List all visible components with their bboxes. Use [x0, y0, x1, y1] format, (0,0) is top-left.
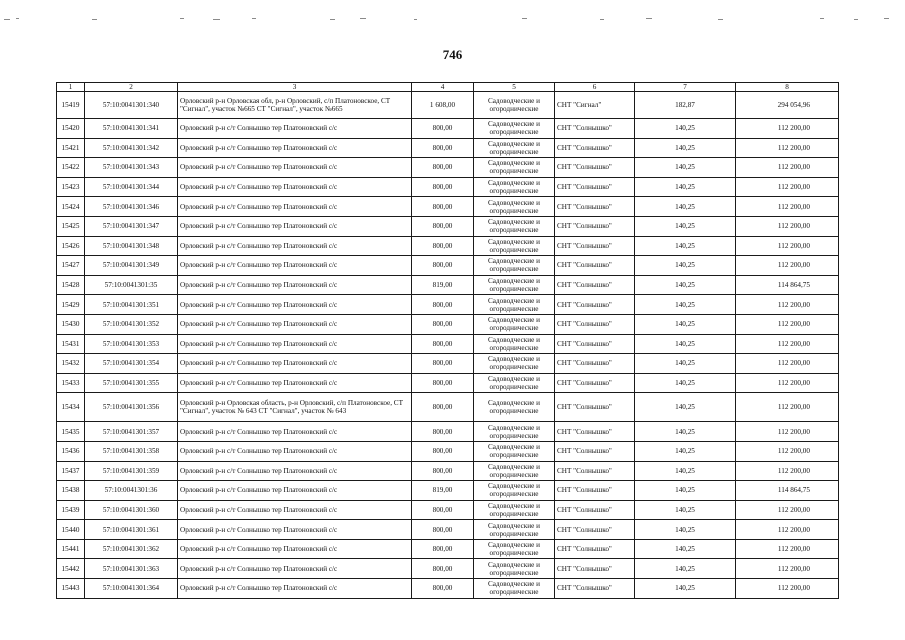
specific-value-cell: 182,87 [635, 92, 736, 119]
plot-area-cell: 800,00 [412, 500, 474, 520]
cadastral-value-cell: 112 200,00 [736, 579, 839, 599]
table-row [57, 481, 839, 501]
organization-cell: СНТ "Солнышко" [555, 158, 635, 178]
row-number-cell: 15440 [57, 520, 85, 540]
plot-address-cell: Орловский р-н с/т Солнышко тер Платоновский с/с [178, 314, 412, 334]
cadastral-number-cell: 57:10:0041301:352 [85, 314, 178, 334]
specific-value-cell: 140,25 [635, 481, 736, 501]
specific-value-cell: 140,25 [635, 559, 736, 579]
table-row [57, 236, 839, 256]
plot-area-cell: 800,00 [412, 295, 474, 315]
table-row [57, 393, 839, 422]
table-row [57, 579, 839, 599]
plot-area-cell: 819,00 [412, 481, 474, 501]
row-number-cell: 15422 [57, 158, 85, 178]
cadastral-value-cell: 112 200,00 [736, 441, 839, 461]
plot-address-cell: Орловский р-н Орловская обл, р-н Орловский, с/п Платоновское, СТ "Сигнал", участок №665 СТ "Сигнал", участок №665 [178, 92, 412, 119]
table-row [57, 197, 839, 217]
row-number-cell: 15419 [57, 92, 85, 119]
cadastral-value-cell: 112 200,00 [736, 393, 839, 422]
plot-area-cell: 800,00 [412, 256, 474, 276]
specific-value-cell: 140,25 [635, 256, 736, 276]
plot-address-cell: Орловский р-н с/т Солнышко тер Платоновский с/с [178, 579, 412, 599]
plot-area-cell: 800,00 [412, 197, 474, 217]
cadastral-value-cell: 112 200,00 [736, 295, 839, 315]
specific-value-cell: 140,25 [635, 500, 736, 520]
cadastral-value-cell: 112 200,00 [736, 236, 839, 256]
cadastral-number-cell: 57:10:0041301:364 [85, 579, 178, 599]
plot-area-cell: 800,00 [412, 559, 474, 579]
organization-cell: СНТ "Солнышко" [555, 461, 635, 481]
land-use-cell: Садоводческие и огороднические [474, 158, 555, 178]
plot-address-cell: Орловский р-н с/т Солнышко тер Платоновский с/с [178, 373, 412, 393]
cadastral-number-cell: 57:10:0041301:356 [85, 393, 178, 422]
specific-value-cell: 140,25 [635, 393, 736, 422]
plot-address-cell: Орловский р-н с/т Солнышко тер Платоновский с/с [178, 481, 412, 501]
cadastral-value-cell: 112 200,00 [736, 500, 839, 520]
row-number-cell: 15424 [57, 197, 85, 217]
organization-cell: СНТ "Солнышко" [555, 354, 635, 374]
specific-value-cell: 140,25 [635, 539, 736, 559]
row-number-cell: 15434 [57, 393, 85, 422]
table-row [57, 500, 839, 520]
land-use-cell: Садоводческие и огороднические [474, 216, 555, 236]
plot-area-cell: 800,00 [412, 216, 474, 236]
specific-value-cell: 140,25 [635, 158, 736, 178]
cadastral-number-cell: 57:10:0041301:354 [85, 354, 178, 374]
row-number-cell: 15430 [57, 314, 85, 334]
cadastral-number-cell: 57:10:0041301:358 [85, 441, 178, 461]
specific-value-cell: 140,25 [635, 216, 736, 236]
cadastral-number-cell: 57:10:0041301:355 [85, 373, 178, 393]
organization-cell: СНТ "Солнышко" [555, 422, 635, 442]
page-number: 746 [442, 47, 463, 62]
cadastral-value-cell: 112 200,00 [736, 216, 839, 236]
column-header: 2 [85, 83, 178, 92]
column-header: 5 [474, 83, 555, 92]
plot-address-cell: Орловский р-н с/т Солнышко тер Платоновский с/с [178, 295, 412, 315]
cadastral-number-cell: 57:10:0041301:348 [85, 236, 178, 256]
plot-address-cell: Орловский р-н с/т Солнышко тер Платоновский с/с [178, 138, 412, 158]
column-number-row [57, 83, 839, 92]
row-number-cell: 15443 [57, 579, 85, 599]
plot-address-cell: Орловский р-н с/т Солнышко тер Платоновский с/с [178, 197, 412, 217]
table-row [57, 295, 839, 315]
column-header: 4 [412, 83, 474, 92]
plot-area-cell: 800,00 [412, 579, 474, 599]
land-use-cell: Садоводческие и огороднические [474, 138, 555, 158]
cadastral-number-cell: 57:10:0041301:344 [85, 177, 178, 197]
organization-cell: СНТ "Солнышко" [555, 256, 635, 276]
specific-value-cell: 140,25 [635, 275, 736, 295]
cadastral-value-cell: 112 200,00 [736, 119, 839, 139]
organization-cell: СНТ "Солнышко" [555, 275, 635, 295]
table-row [57, 119, 839, 139]
specific-value-cell: 140,25 [635, 461, 736, 481]
row-number-cell: 15421 [57, 138, 85, 158]
cadastral-number-cell: 57:10:0041301:360 [85, 500, 178, 520]
land-use-cell: Садоводческие и огороднические [474, 559, 555, 579]
organization-cell: СНТ "Солнышко" [555, 177, 635, 197]
plot-address-cell: Орловский р-н с/т Солнышко тер Платоновский с/с [178, 119, 412, 139]
cadastral-number-cell: 57:10:0041301:363 [85, 559, 178, 579]
table-row [57, 422, 839, 442]
specific-value-cell: 140,25 [635, 441, 736, 461]
specific-value-cell: 140,25 [635, 354, 736, 374]
plot-area-cell: 1 608,00 [412, 92, 474, 119]
specific-value-cell: 140,25 [635, 138, 736, 158]
cadastral-number-cell: 57:10:0041301:36 [85, 481, 178, 501]
cadastral-number-cell: 57:10:0041301:351 [85, 295, 178, 315]
row-number-cell: 15428 [57, 275, 85, 295]
cadastral-number-cell: 57:10:0041301:362 [85, 539, 178, 559]
specific-value-cell: 140,25 [635, 119, 736, 139]
table-row [57, 92, 839, 119]
cadastral-value-cell: 114 864,75 [736, 481, 839, 501]
plot-address-cell: Орловский р-н с/т Солнышко тер Платоновский с/с [178, 520, 412, 540]
plot-area-cell: 800,00 [412, 119, 474, 139]
row-number-cell: 15426 [57, 236, 85, 256]
organization-cell: СНТ "Солнышко" [555, 373, 635, 393]
specific-value-cell: 140,25 [635, 373, 736, 393]
column-header: 3 [178, 83, 412, 92]
organization-cell: СНТ "Солнышко" [555, 119, 635, 139]
plot-area-cell: 800,00 [412, 177, 474, 197]
table-row [57, 441, 839, 461]
land-use-cell: Садоводческие и огороднические [474, 481, 555, 501]
cadastral-value-cell: 112 200,00 [736, 256, 839, 276]
cadastral-number-cell: 57:10:0041301:347 [85, 216, 178, 236]
plot-address-cell: Орловский р-н с/т Солнышко тер Платоновский с/с [178, 334, 412, 354]
row-number-cell: 15425 [57, 216, 85, 236]
specific-value-cell: 140,25 [635, 520, 736, 540]
cadastral-value-cell: 112 200,00 [736, 520, 839, 540]
column-header: 8 [736, 83, 839, 92]
row-number-cell: 15427 [57, 256, 85, 276]
row-number-cell: 15423 [57, 177, 85, 197]
plot-area-cell: 800,00 [412, 422, 474, 442]
cadastral-number-cell: 57:10:0041301:342 [85, 138, 178, 158]
scan-noise-strip [0, 14, 905, 24]
specific-value-cell: 140,25 [635, 314, 736, 334]
cadastral-number-cell: 57:10:0041301:349 [85, 256, 178, 276]
organization-cell: СНТ "Солнышко" [555, 520, 635, 540]
land-use-cell: Садоводческие и огороднические [474, 354, 555, 374]
cadastral-number-cell: 57:10:0041301:353 [85, 334, 178, 354]
cadastral-value-cell: 112 200,00 [736, 559, 839, 579]
row-number-cell: 15438 [57, 481, 85, 501]
plot-address-cell: Орловский р-н Орловская область, р-н Орловский, с/п Платоновское, СТ "Сигнал", участок № 643 СТ "Сигнал", участок № 643 [178, 393, 412, 422]
cadastral-number-cell: 57:10:0041301:361 [85, 520, 178, 540]
organization-cell: СНТ "Солнышко" [555, 138, 635, 158]
organization-cell: СНТ "Солнышко" [555, 334, 635, 354]
column-header: 6 [555, 83, 635, 92]
land-use-cell: Садоводческие и огороднические [474, 334, 555, 354]
row-number-cell: 15432 [57, 354, 85, 374]
specific-value-cell: 140,25 [635, 236, 736, 256]
table-row [57, 177, 839, 197]
table-row [57, 539, 839, 559]
land-use-cell: Садоводческие и огороднические [474, 373, 555, 393]
land-use-cell: Садоводческие и огороднические [474, 314, 555, 334]
cadastral-value-cell: 112 200,00 [736, 422, 839, 442]
plot-area-cell: 800,00 [412, 393, 474, 422]
land-use-cell: Садоводческие и огороднические [474, 461, 555, 481]
cadastral-value-cell: 112 200,00 [736, 314, 839, 334]
plot-area-cell: 800,00 [412, 334, 474, 354]
land-use-cell: Садоводческие и огороднические [474, 500, 555, 520]
organization-cell: СНТ "Солнышко" [555, 441, 635, 461]
land-use-cell: Садоводческие и огороднические [474, 539, 555, 559]
cadastral-value-cell: 114 864,75 [736, 275, 839, 295]
land-use-cell: Садоводческие и огороднические [474, 256, 555, 276]
plot-area-cell: 800,00 [412, 138, 474, 158]
organization-cell: СНТ "Солнышко" [555, 393, 635, 422]
cadastral-number-cell: 57:10:0041301:35 [85, 275, 178, 295]
plot-address-cell: Орловский р-н с/т Солнышко тер Платоновский с/с [178, 559, 412, 579]
cadastral-number-cell: 57:10:0041301:340 [85, 92, 178, 119]
plot-address-cell: Орловский р-н с/т Солнышко тер Платоновский с/с [178, 422, 412, 442]
cadastral-value-cell: 112 200,00 [736, 197, 839, 217]
specific-value-cell: 140,25 [635, 295, 736, 315]
table-row [57, 314, 839, 334]
cadastral-number-cell: 57:10:0041301:357 [85, 422, 178, 442]
land-use-cell: Садоводческие и огороднические [474, 422, 555, 442]
organization-cell: СНТ "Солнышко" [555, 500, 635, 520]
specific-value-cell: 140,25 [635, 422, 736, 442]
organization-cell: СНТ "Сигнал" [555, 92, 635, 119]
column-header: 7 [635, 83, 736, 92]
row-number-cell: 15436 [57, 441, 85, 461]
column-header: 1 [57, 83, 85, 92]
plot-area-cell: 800,00 [412, 354, 474, 374]
plot-area-cell: 800,00 [412, 539, 474, 559]
land-use-cell: Садоводческие и огороднические [474, 236, 555, 256]
land-use-cell: Садоводческие и огороднические [474, 520, 555, 540]
row-number-cell: 15420 [57, 119, 85, 139]
plot-area-cell: 800,00 [412, 461, 474, 481]
table-row [57, 373, 839, 393]
row-number-cell: 15429 [57, 295, 85, 315]
row-number-cell: 15431 [57, 334, 85, 354]
table-row [57, 334, 839, 354]
land-use-cell: Садоводческие и огороднические [474, 275, 555, 295]
plot-address-cell: Орловский р-н с/т Солнышко тер Платоновский с/с [178, 275, 412, 295]
organization-cell: СНТ "Солнышко" [555, 579, 635, 599]
row-number-cell: 15435 [57, 422, 85, 442]
cadastral-value-cell: 112 200,00 [736, 158, 839, 178]
table-row [57, 256, 839, 276]
specific-value-cell: 140,25 [635, 177, 736, 197]
cadastral-number-cell: 57:10:0041301:343 [85, 158, 178, 178]
cadastral-number-cell: 57:10:0041301:359 [85, 461, 178, 481]
cadastral-value-cell: 112 200,00 [736, 461, 839, 481]
cadastral-value-cell: 112 200,00 [736, 334, 839, 354]
plot-area-cell: 800,00 [412, 373, 474, 393]
organization-cell: СНТ "Солнышко" [555, 481, 635, 501]
cadastral-value-cell: 294 054,96 [736, 92, 839, 119]
plot-address-cell: Орловский р-н с/т Солнышко тер Платоновский с/с [178, 354, 412, 374]
organization-cell: СНТ "Солнышко" [555, 314, 635, 334]
cadastral-number-cell: 57:10:0041301:346 [85, 197, 178, 217]
cadastral-number-cell: 57:10:0041301:341 [85, 119, 178, 139]
land-use-cell: Садоводческие и огороднические [474, 119, 555, 139]
table-row [57, 158, 839, 178]
cadastral-value-cell: 112 200,00 [736, 373, 839, 393]
land-use-cell: Садоводческие и огороднические [474, 177, 555, 197]
plot-address-cell: Орловский р-н с/т Солнышко тер Платоновский с/с [178, 500, 412, 520]
plot-address-cell: Орловский р-н с/т Солнышко тер Платоновский с/с [178, 441, 412, 461]
land-use-cell: Садоводческие и огороднические [474, 441, 555, 461]
plot-address-cell: Орловский р-н с/т Солнышко тер Платоновский с/с [178, 177, 412, 197]
row-number-cell: 15437 [57, 461, 85, 481]
organization-cell: СНТ "Солнышко" [555, 539, 635, 559]
organization-cell: СНТ "Солнышко" [555, 236, 635, 256]
cadastral-value-cell: 112 200,00 [736, 138, 839, 158]
plot-address-cell: Орловский р-н с/т Солнышко тер Платоновский с/с [178, 539, 412, 559]
organization-cell: СНТ "Солнышко" [555, 295, 635, 315]
row-number-cell: 15442 [57, 559, 85, 579]
specific-value-cell: 140,25 [635, 334, 736, 354]
table-row [57, 138, 839, 158]
plot-area-cell: 819,00 [412, 275, 474, 295]
table-row [57, 520, 839, 540]
plot-area-cell: 800,00 [412, 441, 474, 461]
table-row [57, 461, 839, 481]
organization-cell: СНТ "Солнышко" [555, 216, 635, 236]
plot-area-cell: 800,00 [412, 158, 474, 178]
plot-address-cell: Орловский р-н с/т Солнышко тер Платоновский с/с [178, 216, 412, 236]
organization-cell: СНТ "Солнышко" [555, 197, 635, 217]
table-row [57, 559, 839, 579]
organization-cell: СНТ "Солнышко" [555, 559, 635, 579]
cadastral-value-cell: 112 200,00 [736, 539, 839, 559]
specific-value-cell: 140,25 [635, 197, 736, 217]
land-use-cell: Садоводческие и огороднические [474, 92, 555, 119]
plot-address-cell: Орловский р-н с/т Солнышко тер Платоновский с/с [178, 158, 412, 178]
land-plot-register-table [56, 82, 839, 599]
table-row [57, 275, 839, 295]
table-row [57, 216, 839, 236]
land-use-cell: Садоводческие и огороднические [474, 295, 555, 315]
specific-value-cell: 140,25 [635, 579, 736, 599]
land-use-cell: Садоводческие и огороднические [474, 579, 555, 599]
plot-address-cell: Орловский р-н с/т Солнышко тер Платоновский с/с [178, 236, 412, 256]
plot-area-cell: 800,00 [412, 314, 474, 334]
cadastral-value-cell: 112 200,00 [736, 177, 839, 197]
plot-address-cell: Орловский р-н с/т Солнышко тер Платоновский с/с [178, 256, 412, 276]
plot-area-cell: 800,00 [412, 520, 474, 540]
land-use-cell: Садоводческие и огороднические [474, 393, 555, 422]
plot-address-cell: Орловский р-н с/т Солнышко тер Платоновский с/с [178, 461, 412, 481]
row-number-cell: 15439 [57, 500, 85, 520]
land-use-cell: Садоводческие и огороднические [474, 197, 555, 217]
row-number-cell: 15433 [57, 373, 85, 393]
row-number-cell: 15441 [57, 539, 85, 559]
cadastral-value-cell: 112 200,00 [736, 354, 839, 374]
plot-area-cell: 800,00 [412, 236, 474, 256]
table-row [57, 354, 839, 374]
